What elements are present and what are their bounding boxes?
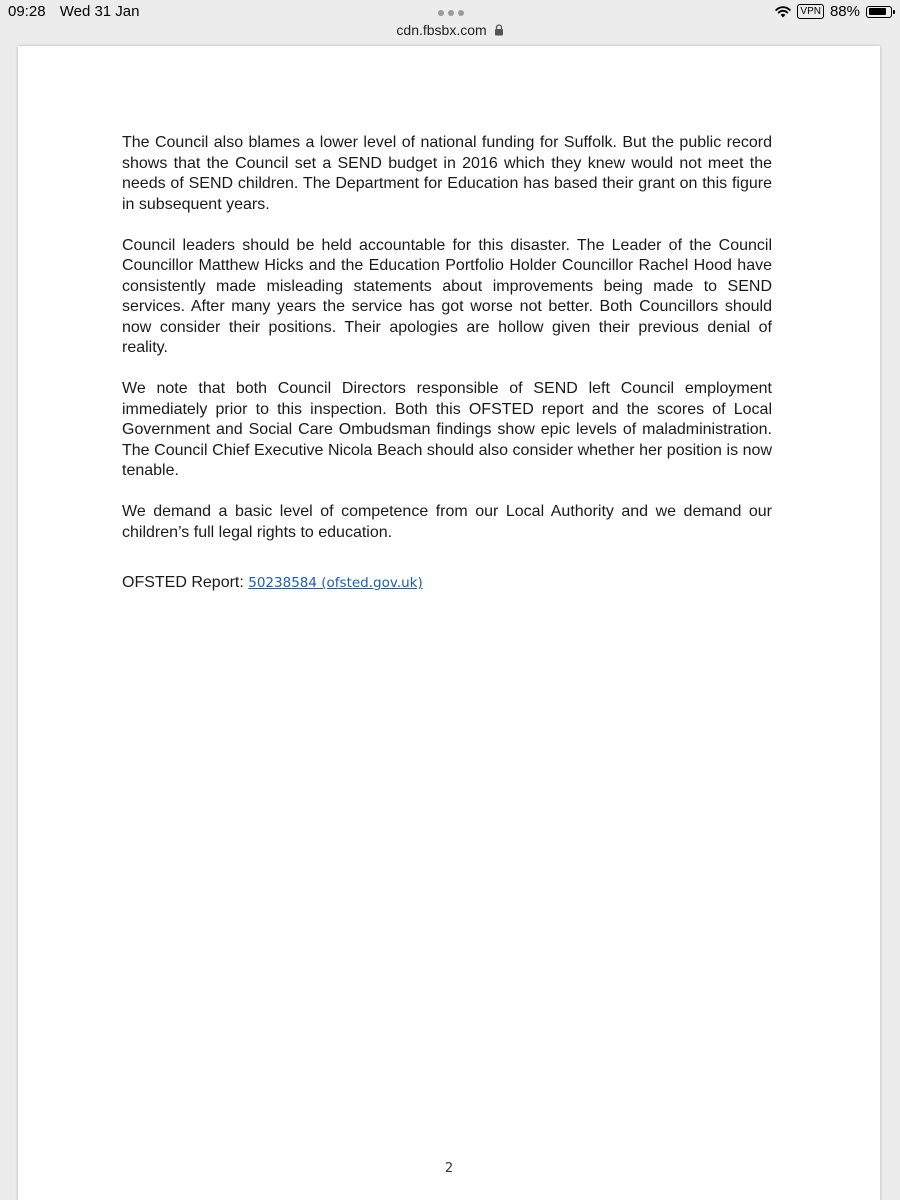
status-bar [0,0,900,24]
wifi-icon [775,6,791,18]
paragraph: We note that both Council Directors responsible of SEND left Council employment immediately prior to this inspection. Both this OFSTED report and the scores of Local Government and Social Care Ombudsman findings show epic levels of maladministration. The Council Chief Executive Nicola Beach should also consider whether her position is now tenable. [122,380,772,479]
document-body [122,133,772,614]
url-text: cdn.fbsbx.com [396,22,487,38]
paragraph: We demand a basic level of competence from our Local Authority and we demand our children’s full legal rights to education. [122,503,772,541]
battery-fill [869,8,887,15]
status-date: Wed 31 Jan [59,3,140,20]
status-time: 09:28 [8,3,46,20]
lock-icon [494,24,504,36]
ofsted-report-link[interactable]: 50238584 (ofsted.gov.uk) [248,575,423,591]
document-page [18,46,880,1200]
battery-icon [866,6,892,18]
dot [458,10,464,16]
paragraph: The Council also blames a lower level of national funding for Suffolk. But the public record shows that the Council set a SEND budget in 2016 which they knew would not meet the needs of SEND children. The Department for Education has based their grant on this figure in subsequent years. [122,134,772,213]
url-bar[interactable] [0,22,900,38]
multitasking-dots[interactable] [438,10,464,16]
dot [438,10,444,16]
status-right [775,3,892,20]
battery-cap [893,10,895,14]
status-left [8,3,140,20]
paragraph: Council leaders should be held accountable for this disaster. The Leader of the Council Councillor Matthew Hicks and the Education Portfolio Holder Councillor Rachel Hood have consistently made misleading statements about improvements being made to SEND services. After many years the service has got worse not better. Both Councillors should now consider their positions. Their apologies are hollow given their previous denial of reality. [122,236,772,356]
report-label: OFSTED Report: [122,574,249,591]
dot [448,10,454,16]
report-line [122,573,772,594]
battery-percentage: 88% [829,3,860,20]
vpn-badge: VPN [797,4,824,19]
page-number: 2 [444,1161,454,1176]
